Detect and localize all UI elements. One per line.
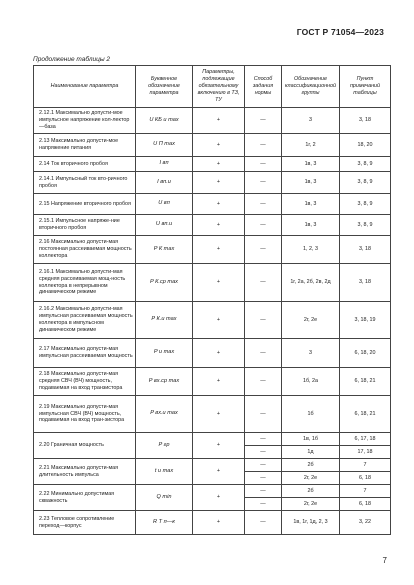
required-cell: + xyxy=(193,459,245,485)
method-cell: — xyxy=(245,236,282,264)
group-cell: 1в, 3 xyxy=(282,215,340,236)
notes-cell: 3, 22 xyxy=(340,511,391,535)
notes-cell: 6, 17, 18 xyxy=(340,433,391,446)
group-cell: 3 xyxy=(282,108,340,134)
table-body xyxy=(34,108,391,535)
col-header-group: Обозначение классификационной группы xyxy=(282,66,340,108)
notes-cell: 6, 18 xyxy=(340,498,391,511)
param-name-cell: 2.15 Напряжение вторичного пробоя xyxy=(34,194,136,215)
notes-cell: 3, 8, 9 xyxy=(340,157,391,172)
symbol-cell: P вх.и max xyxy=(136,396,193,433)
symbol-cell: t и max xyxy=(136,459,193,485)
required-cell: + xyxy=(193,368,245,396)
table-row xyxy=(34,485,391,498)
required-cell: + xyxy=(193,134,245,157)
notes-cell: 6, 18 xyxy=(340,472,391,485)
group-cell: 2г, 2е xyxy=(282,302,340,339)
symbol-cell: R T п—к xyxy=(136,511,193,535)
notes-cell: 3, 18 xyxy=(340,264,391,302)
notes-cell: 6, 18, 20 xyxy=(340,339,391,368)
table-row xyxy=(34,264,391,302)
col-header-name: Наименование параметра xyxy=(34,66,136,108)
required-cell: + xyxy=(193,396,245,433)
col-header-method: Способ задания нормы xyxy=(245,66,282,108)
table-row xyxy=(34,302,391,339)
required-cell: + xyxy=(193,194,245,215)
required-cell: + xyxy=(193,485,245,511)
method-cell: — xyxy=(245,498,282,511)
required-cell: + xyxy=(193,433,245,459)
method-cell: — xyxy=(245,472,282,485)
method-cell: — xyxy=(245,368,282,396)
param-name-cell: 2.22 Минимально допустимая скважность xyxy=(34,485,136,511)
group-cell: 1г, 2а, 2б, 2в, 2д xyxy=(282,264,340,302)
symbol-cell: U П max xyxy=(136,134,193,157)
table-continuation-caption: Продолжение таблицы 2 xyxy=(33,56,111,63)
notes-cell: 7 xyxy=(340,459,391,472)
param-name-cell: 2.15.1 Импульсное напряже-ние вторичного пробоя xyxy=(34,215,136,236)
col-header-notes: Пункт примечаний таблицы xyxy=(340,66,391,108)
required-cell: + xyxy=(193,264,245,302)
table-row xyxy=(34,194,391,215)
group-cell: 1в, 3 xyxy=(282,157,340,172)
group-cell: 1, 2, 3 xyxy=(282,236,340,264)
group-cell: 3 xyxy=(282,339,340,368)
required-cell: + xyxy=(193,157,245,172)
method-cell: — xyxy=(245,264,282,302)
col-header-required: Параметры, подлежащие обязательному включению в ТЗ, ТУ xyxy=(193,66,245,108)
method-cell: — xyxy=(245,446,282,459)
table-row xyxy=(34,157,391,172)
parameters-table xyxy=(33,65,391,535)
method-cell: — xyxy=(245,339,282,368)
notes-cell: 3, 18 xyxy=(340,108,391,134)
param-name-cell: 2.16 Максимально допусти-мая постоянная рассеиваемая мощность коллектора xyxy=(34,236,136,264)
param-name-cell: 2.12.1 Максимально допусти-мое импульсное напряжение кол-лектор—база xyxy=(34,108,136,134)
symbol-cell: I вп.и xyxy=(136,172,193,194)
symbol-cell: P К.и max xyxy=(136,302,193,339)
param-name-cell: 2.14.1 Импульсный ток вто-ричного пробоя xyxy=(34,172,136,194)
notes-cell: 3, 8, 9 xyxy=(340,215,391,236)
param-name-cell: 2.23 Тепловое сопротивление переход—корпус xyxy=(34,511,136,535)
group-cell: 1в, 1г, 1д, 2, 3 xyxy=(282,511,340,535)
notes-cell: 17, 18 xyxy=(340,446,391,459)
table-row xyxy=(34,433,391,446)
group-cell: 1г, 2 xyxy=(282,134,340,157)
group-cell: 1в, 3 xyxy=(282,194,340,215)
param-name-cell: 2.13 Максимально допусти-мое напряжение питания xyxy=(34,134,136,157)
table-row xyxy=(34,236,391,264)
method-cell: — xyxy=(245,194,282,215)
method-cell: — xyxy=(245,108,282,134)
table-row xyxy=(34,368,391,396)
notes-cell: 7 xyxy=(340,485,391,498)
symbol-cell: U вп xyxy=(136,194,193,215)
group-cell: 1в, 3 xyxy=(282,172,340,194)
param-name-cell: 2.16.2 Максимально допусти-мая импульсная рассеиваемая мощность коллектора в импульсном динамическом режиме xyxy=(34,302,136,339)
notes-cell: 3, 18 xyxy=(340,236,391,264)
required-cell: + xyxy=(193,236,245,264)
required-cell: + xyxy=(193,215,245,236)
group-cell: 1б xyxy=(282,396,340,433)
required-cell: + xyxy=(193,172,245,194)
symbol-cell: I вп xyxy=(136,157,193,172)
param-name-cell: 2.17 Максимально допусти-мая импульсная рассеиваемая мощность xyxy=(34,339,136,368)
param-name-cell: 2.20 Граничная мощность xyxy=(34,433,136,459)
method-cell: — xyxy=(245,396,282,433)
group-cell: 2г, 2е xyxy=(282,498,340,511)
notes-cell: 3, 8, 9 xyxy=(340,194,391,215)
param-name-cell: 2.16.1 Максимально допусти-мая средняя рассеиваемая мощ-ность коллектора в непрерывном динамическом режиме xyxy=(34,264,136,302)
symbol-cell: P и max xyxy=(136,339,193,368)
method-cell: — xyxy=(245,433,282,446)
param-name-cell: 2.21 Максимально допусти-мая длительность импульса xyxy=(34,459,136,485)
page-number: 7 xyxy=(382,556,387,565)
table-row xyxy=(34,215,391,236)
group-cell: 2б xyxy=(282,485,340,498)
param-name-cell: 2.19 Максимально допусти-мая импульсная СВЧ (ВЧ) мощность, подаваемая на вход тран-зистора xyxy=(34,396,136,433)
symbol-cell: P гр xyxy=(136,433,193,459)
table-row xyxy=(34,459,391,472)
symbol-cell: P вх.ср max xyxy=(136,368,193,396)
table-row xyxy=(34,172,391,194)
method-cell: — xyxy=(245,485,282,498)
group-cell: 2б xyxy=(282,459,340,472)
table-header-row xyxy=(34,66,391,108)
notes-cell: 18, 20 xyxy=(340,134,391,157)
table-row xyxy=(34,511,391,535)
col-header-symbol: Буквенное обозначение параметра xyxy=(136,66,193,108)
table-row xyxy=(34,108,391,134)
group-cell: 1б, 2а xyxy=(282,368,340,396)
method-cell: — xyxy=(245,134,282,157)
method-cell: — xyxy=(245,302,282,339)
notes-cell: 6, 18, 21 xyxy=(340,368,391,396)
required-cell: + xyxy=(193,302,245,339)
symbol-cell: Q min xyxy=(136,485,193,511)
group-cell: 1в, 1б xyxy=(282,433,340,446)
method-cell: — xyxy=(245,172,282,194)
method-cell: — xyxy=(245,459,282,472)
required-cell: + xyxy=(193,511,245,535)
notes-cell: 6, 18, 21 xyxy=(340,396,391,433)
notes-cell: 3, 8, 9 xyxy=(340,172,391,194)
table-row xyxy=(34,396,391,433)
table-row xyxy=(34,134,391,157)
document-header: ГОСТ Р 71054—2023 xyxy=(296,27,384,37)
group-cell: 1д xyxy=(282,446,340,459)
param-name-cell: 2.18 Максимально допусти-мая средняя СВЧ (ВЧ) мощность, подаваемая на вход транзистора xyxy=(34,368,136,396)
method-cell: — xyxy=(245,511,282,535)
group-cell: 2г, 2е xyxy=(282,472,340,485)
required-cell: + xyxy=(193,339,245,368)
table-row xyxy=(34,339,391,368)
method-cell: — xyxy=(245,215,282,236)
symbol-cell: U КБ и max xyxy=(136,108,193,134)
required-cell: + xyxy=(193,108,245,134)
method-cell: — xyxy=(245,157,282,172)
notes-cell: 3, 18, 19 xyxy=(340,302,391,339)
symbol-cell: P К.ср max xyxy=(136,264,193,302)
symbol-cell: U вп.и xyxy=(136,215,193,236)
param-name-cell: 2.14 Ток вторичного пробоя xyxy=(34,157,136,172)
symbol-cell: P К max xyxy=(136,236,193,264)
